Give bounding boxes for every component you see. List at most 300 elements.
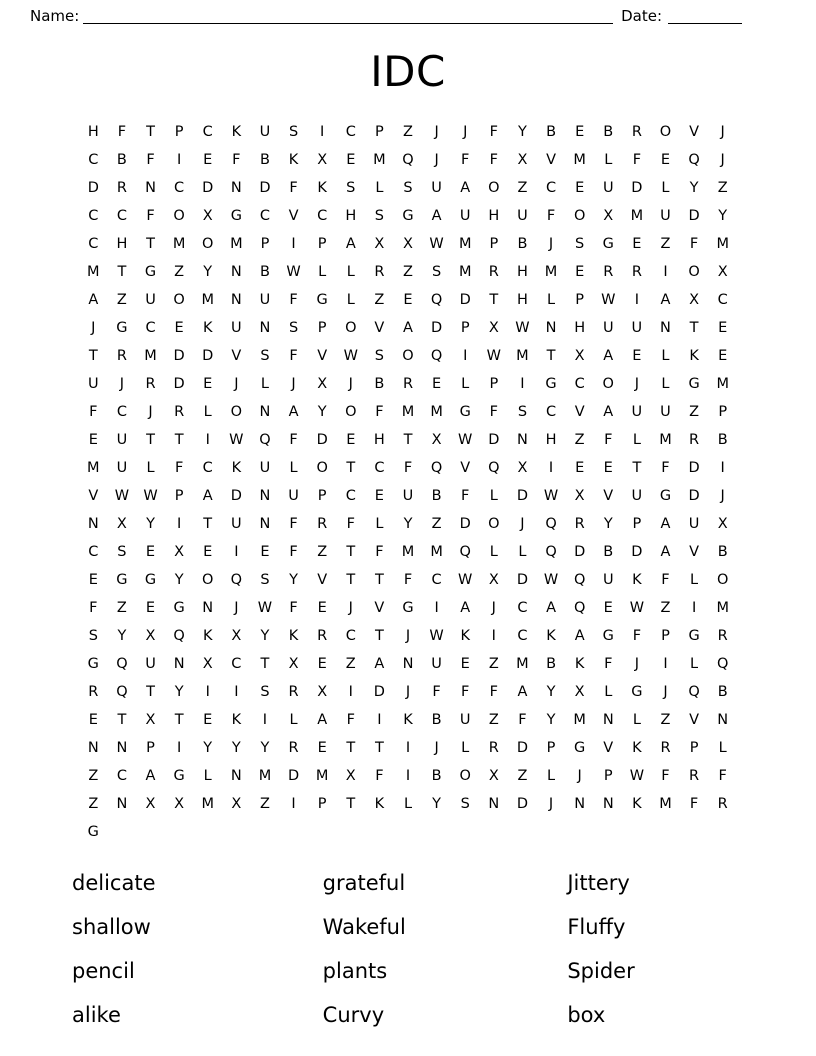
grid-letter: O — [459, 768, 471, 784]
grid-letter: X — [231, 796, 242, 812]
grid-letter: A — [374, 656, 385, 672]
date-input-line[interactable] — [668, 9, 742, 24]
grid-letter: D — [688, 208, 700, 224]
grid-letter: G — [659, 488, 672, 504]
grid-letter: K — [202, 628, 213, 644]
grid-letter: L — [260, 376, 269, 392]
grid-letter: X — [145, 628, 156, 644]
word-search-grid — [79, 124, 737, 840]
grid-letter: G — [230, 208, 242, 224]
grid-letter: E — [203, 544, 213, 560]
grid-letter: F — [403, 572, 413, 588]
grid-letter: X — [488, 768, 499, 784]
grid-letter: T — [88, 348, 98, 364]
grid-letter: I — [720, 460, 725, 476]
grid-letter: Y — [260, 628, 270, 644]
grid-letter: I — [176, 516, 182, 532]
grid-letter: Q — [573, 600, 586, 616]
grid-letter: I — [291, 796, 296, 812]
grid-letter: F — [375, 768, 384, 784]
grid-letter: L — [690, 656, 699, 672]
grid-letter: I — [377, 712, 382, 728]
grid-letter: G — [574, 740, 586, 756]
grid-letter: R — [288, 684, 299, 700]
grid-letter: V — [689, 544, 700, 560]
grid-letter: G — [402, 208, 414, 224]
grid-letter: B — [259, 152, 270, 168]
grid-letter: B — [603, 544, 614, 560]
grid-letter: C — [517, 628, 528, 644]
grid-letter: P — [174, 124, 184, 140]
grid-letter: Q — [402, 152, 414, 168]
grid-letter: L — [375, 180, 384, 196]
grid-letter: X — [231, 628, 242, 644]
grid-letter: L — [289, 712, 298, 728]
grid-letter: E — [145, 544, 156, 560]
grid-letter: K — [632, 796, 642, 812]
grid-letter: L — [203, 404, 212, 420]
grid-letter: W — [543, 572, 559, 588]
grid-letter: N — [145, 180, 156, 196]
grid-letter: W — [458, 572, 473, 588]
grid-letter: F — [89, 404, 98, 420]
grid-letter: Y — [174, 572, 184, 588]
grid-letter: A — [574, 628, 585, 644]
grid-letter: U — [231, 320, 242, 336]
grid-letter: D — [87, 180, 99, 196]
grid-letter: M — [373, 152, 386, 168]
grid-letter: T — [260, 656, 270, 672]
grid-letter: O — [488, 516, 500, 532]
grid-letter: E — [718, 348, 728, 364]
grid-letter: T — [403, 432, 413, 448]
grid-letter: M — [144, 348, 157, 364]
grid-letter: C — [202, 460, 213, 476]
grid-letter: Z — [317, 544, 328, 560]
grid-letter: X — [689, 292, 700, 308]
grid-letter: O — [573, 208, 586, 224]
grid-letter: Q — [573, 572, 586, 588]
grid-letter: E — [145, 600, 156, 616]
grid-letter: E — [432, 376, 442, 392]
grid-letter: W — [286, 264, 301, 280]
grid-letter: Z — [517, 180, 528, 196]
grid-letter: X — [174, 796, 185, 812]
grid-letter: I — [663, 656, 668, 672]
word-list-item: pencil — [72, 959, 135, 983]
grid-letter: E — [575, 124, 585, 140]
grid-letter: N — [87, 516, 99, 532]
grid-letter: W — [114, 488, 130, 504]
grid-letter: J — [348, 600, 353, 616]
grid-letter: O — [202, 572, 214, 588]
grid-letter: F — [689, 796, 699, 812]
grid-letter: O — [688, 264, 700, 280]
grid-letter: Q — [488, 460, 500, 476]
grid-letter: U — [431, 656, 442, 672]
grid-letter: X — [517, 460, 528, 476]
grid-letter: C — [116, 768, 127, 784]
grid-letter: R — [288, 740, 299, 756]
grid-letter: Q — [545, 516, 557, 532]
grid-letter: M — [401, 404, 415, 420]
grid-letter: F — [289, 348, 298, 364]
grid-letter: P — [460, 320, 470, 336]
grid-letter: K — [632, 740, 642, 756]
grid-letter: L — [346, 264, 355, 280]
grid-letter: P — [317, 796, 327, 812]
grid-letter: N — [173, 656, 185, 672]
grid-letter: J — [434, 740, 439, 756]
grid-letter: O — [659, 124, 672, 140]
grid-letter: J — [720, 488, 725, 504]
grid-letter: F — [489, 152, 498, 168]
grid-letter: S — [403, 180, 413, 196]
grid-letter: V — [689, 124, 700, 140]
grid-letter: R — [174, 404, 185, 420]
grid-letter: D — [431, 320, 443, 336]
grid-letter: M — [659, 432, 672, 448]
grid-letter: C — [259, 208, 270, 224]
grid-letter: Q — [716, 656, 729, 672]
grid-letter: C — [116, 208, 127, 224]
grid-letter: L — [604, 684, 613, 700]
grid-letter: U — [116, 432, 128, 448]
grid-letter: S — [260, 684, 270, 700]
grid-letter: V — [603, 740, 614, 756]
word-list-item: Curvy — [322, 1003, 385, 1027]
word-list-item: alike — [72, 1003, 121, 1027]
grid-letter: J — [434, 152, 439, 168]
grid-letter: J — [634, 376, 639, 392]
grid-letter: C — [88, 236, 99, 252]
grid-letter: U — [459, 208, 471, 224]
grid-letter: R — [402, 376, 414, 392]
grid-letter: S — [88, 628, 98, 644]
grid-letter: O — [402, 348, 414, 364]
grid-letter: N — [402, 656, 414, 672]
grid-letter: E — [575, 180, 585, 196]
grid-letter: L — [203, 768, 212, 784]
grid-letter: C — [88, 208, 99, 224]
grid-letter: X — [374, 236, 385, 252]
grid-letter: G — [116, 572, 128, 588]
grid-letter: K — [288, 152, 299, 168]
grid-letter: F — [289, 600, 298, 616]
grid-letter: T — [689, 320, 699, 336]
grid-letter: F — [146, 152, 155, 168]
grid-letter: C — [145, 320, 156, 336]
grid-letter: R — [145, 376, 156, 392]
grid-letter: X — [317, 684, 328, 700]
grid-letter: Q — [430, 460, 443, 476]
grid-letter: U — [517, 208, 528, 224]
grid-letter: R — [689, 432, 700, 448]
grid-letter: P — [174, 488, 184, 504]
grid-letter: P — [603, 768, 613, 784]
word-list — [58, 870, 758, 1028]
grid-letter: T — [146, 684, 155, 700]
grid-letter: A — [145, 768, 156, 784]
grid-letter: P — [489, 236, 499, 252]
grid-letter: S — [374, 208, 384, 224]
grid-letter: V — [374, 320, 385, 336]
grid-letter: F — [461, 152, 470, 168]
word-list-item: delicate — [72, 871, 156, 895]
grid-letter: L — [146, 460, 155, 476]
grid-letter: V — [374, 600, 385, 616]
grid-letter: R — [488, 740, 499, 756]
grid-letter: J — [720, 152, 725, 168]
grid-letter: Y — [603, 516, 613, 532]
grid-letter: C — [431, 572, 442, 588]
grid-letter: K — [317, 180, 327, 196]
grid-letter: Q — [430, 348, 443, 364]
grid-letter: I — [520, 376, 525, 392]
grid-letter: G — [173, 600, 185, 616]
grid-letter: K — [202, 320, 213, 336]
grid-letter: I — [548, 460, 554, 476]
grid-letter: A — [546, 600, 556, 616]
grid-letter: F — [604, 432, 613, 448]
grid-letter: I — [234, 544, 239, 560]
grid-letter: K — [632, 572, 642, 588]
grid-letter: U — [259, 460, 271, 476]
grid-letter: Q — [430, 292, 443, 308]
grid-letter: B — [546, 124, 557, 140]
grid-letter: F — [346, 712, 355, 728]
grid-letter: F — [403, 460, 413, 476]
grid-letter: N — [488, 796, 500, 812]
grid-letter: R — [116, 348, 127, 364]
grid-letter: M — [201, 796, 214, 812]
grid-letter: F — [518, 712, 527, 728]
grid-letter: M — [401, 544, 415, 560]
grid-letter: Q — [116, 656, 128, 672]
grid-letter: M — [430, 544, 443, 560]
grid-letter: M — [430, 404, 443, 420]
grid-letter: P — [146, 740, 155, 756]
grid-letter: R — [660, 740, 671, 756]
grid-letter: X — [488, 320, 499, 336]
grid-letter: J — [234, 600, 239, 616]
grid-letter: K — [374, 796, 385, 812]
grid-letter: T — [374, 740, 384, 756]
grid-letter: G — [631, 684, 643, 700]
grid-letter: Y — [317, 404, 327, 420]
grid-letter: U — [145, 656, 156, 672]
name-input-line[interactable] — [83, 9, 613, 24]
grid-letter: E — [575, 264, 585, 280]
grid-letter: F — [661, 768, 670, 784]
grid-letter: U — [145, 292, 156, 308]
grid-letter: Y — [546, 712, 556, 728]
grid-letter: T — [346, 572, 356, 588]
grid-letter: D — [173, 376, 185, 392]
grid-letter: C — [202, 124, 213, 140]
grid-letter: P — [632, 516, 642, 532]
grid-letter: C — [374, 460, 385, 476]
grid-letter: C — [345, 124, 356, 140]
grid-letter: F — [489, 404, 498, 420]
grid-letter: V — [88, 488, 99, 504]
grid-letter: M — [630, 208, 644, 224]
grid-letter: N — [230, 264, 242, 280]
grid-letter: R — [317, 516, 328, 532]
grid-letter: D — [259, 180, 271, 196]
grid-letter: F — [289, 432, 298, 448]
grid-letter: R — [88, 684, 99, 700]
grid-letter: A — [460, 600, 471, 616]
grid-letter: M — [201, 292, 214, 308]
grid-letter: C — [717, 292, 728, 308]
grid-letter: W — [458, 432, 473, 448]
grid-letter: S — [374, 348, 384, 364]
grid-letter: X — [574, 684, 585, 700]
grid-letter: Z — [403, 124, 413, 140]
grid-letter: T — [346, 740, 356, 756]
grid-letter: I — [205, 684, 210, 700]
grid-letter: J — [548, 236, 554, 252]
grid-letter: N — [259, 404, 271, 420]
grid-letter: C — [116, 404, 127, 420]
grid-letter: G — [602, 628, 614, 644]
header-row — [0, 0, 816, 26]
grid-letter: B — [431, 712, 442, 728]
grid-letter: P — [489, 376, 499, 392]
grid-letter: U — [87, 376, 99, 392]
grid-letter: X — [345, 768, 356, 784]
grid-letter: Z — [88, 796, 99, 812]
grid-letter: T — [346, 796, 356, 812]
grid-letter: N — [602, 712, 614, 728]
grid-letter: T — [374, 572, 384, 588]
grid-letter: T — [489, 292, 499, 308]
grid-letter: D — [459, 292, 471, 308]
grid-letter: M — [573, 712, 586, 728]
grid-letter: G — [545, 376, 557, 392]
grid-letter: T — [117, 264, 127, 280]
grid-letter: L — [661, 376, 670, 392]
grid-letter: X — [431, 432, 442, 448]
word-list-item: Spider — [567, 959, 635, 983]
grid-letter: W — [143, 488, 158, 504]
grid-letter: W — [543, 488, 559, 504]
grid-letter: X — [517, 152, 528, 168]
grid-letter: O — [173, 292, 185, 308]
grid-letter: Q — [230, 572, 243, 588]
grid-letter: F — [432, 684, 441, 700]
grid-letter: E — [174, 320, 184, 336]
grid-letter: K — [574, 656, 585, 672]
grid-letter: Z — [174, 264, 185, 280]
grid-letter: U — [602, 320, 614, 336]
grid-letter: S — [288, 320, 299, 336]
grid-letter: F — [89, 600, 98, 616]
grid-letter: S — [575, 236, 585, 252]
grid-letter: K — [288, 628, 299, 644]
grid-letter: W — [629, 600, 645, 616]
grid-letter: X — [145, 712, 156, 728]
grid-letter: Z — [116, 292, 127, 308]
grid-letter: E — [317, 740, 327, 756]
grid-letter: U — [259, 292, 271, 308]
grid-letter: L — [489, 544, 498, 560]
name-label: Name: — [30, 7, 80, 25]
grid-letter: V — [574, 404, 585, 420]
grid-letter: O — [316, 460, 328, 476]
grid-letter: X — [488, 572, 499, 588]
grid-letter: U — [259, 124, 271, 140]
grid-letter: D — [316, 432, 328, 448]
grid-letter: O — [488, 180, 500, 196]
grid-letter: Z — [345, 656, 356, 672]
grid-letter: D — [688, 460, 700, 476]
grid-letter: U — [660, 208, 671, 224]
grid-letter: Y — [260, 740, 270, 756]
grid-letter: C — [545, 404, 557, 420]
grid-letter: T — [546, 348, 556, 364]
grid-letter: Z — [574, 432, 585, 448]
grid-letter: W — [343, 348, 358, 364]
grid-letter: J — [434, 124, 439, 140]
grid-letter: V — [317, 572, 328, 588]
grid-letter: L — [403, 796, 413, 812]
grid-letter: A — [603, 348, 614, 364]
grid-letter: J — [291, 376, 296, 392]
grid-letter: G — [316, 292, 328, 308]
grid-letter: R — [631, 124, 642, 140]
grid-letter: O — [716, 572, 729, 588]
grid-letter: E — [460, 656, 470, 672]
grid-letter: G — [173, 768, 185, 784]
grid-letter: Z — [488, 656, 499, 672]
grid-letter: J — [634, 656, 639, 672]
grid-letter: F — [232, 152, 241, 168]
grid-letter: W — [629, 768, 645, 784]
grid-letter: T — [174, 712, 184, 728]
grid-letter: E — [260, 544, 270, 560]
grid-letter: J — [548, 796, 554, 812]
grid-letter: H — [116, 236, 128, 252]
grid-letter: V — [231, 348, 242, 364]
grid-letter: E — [88, 712, 98, 728]
grid-letter: G — [144, 572, 157, 588]
grid-letter: G — [402, 600, 414, 616]
grid-letter: Z — [488, 712, 499, 728]
grid-letter: C — [88, 544, 99, 560]
grid-letter: T — [146, 236, 155, 252]
grid-letter: A — [660, 544, 671, 560]
grid-letter: I — [234, 684, 239, 700]
grid-letter: R — [717, 796, 728, 812]
grid-letter: E — [660, 152, 671, 168]
grid-letter: T — [146, 432, 155, 448]
grid-letter: Y — [403, 516, 413, 532]
grid-letter: E — [203, 376, 213, 392]
grid-letter: G — [688, 376, 700, 392]
grid-letter: U — [602, 180, 614, 196]
grid-letter: E — [203, 712, 213, 728]
grid-letter: D — [516, 572, 529, 588]
grid-letter: B — [259, 264, 270, 280]
grid-letter: D — [287, 768, 300, 784]
grid-letter: Z — [660, 712, 671, 728]
grid-letter: K — [231, 124, 242, 140]
grid-letter: T — [117, 712, 127, 728]
grid-letter: B — [116, 152, 127, 168]
grid-letter: F — [546, 208, 556, 224]
